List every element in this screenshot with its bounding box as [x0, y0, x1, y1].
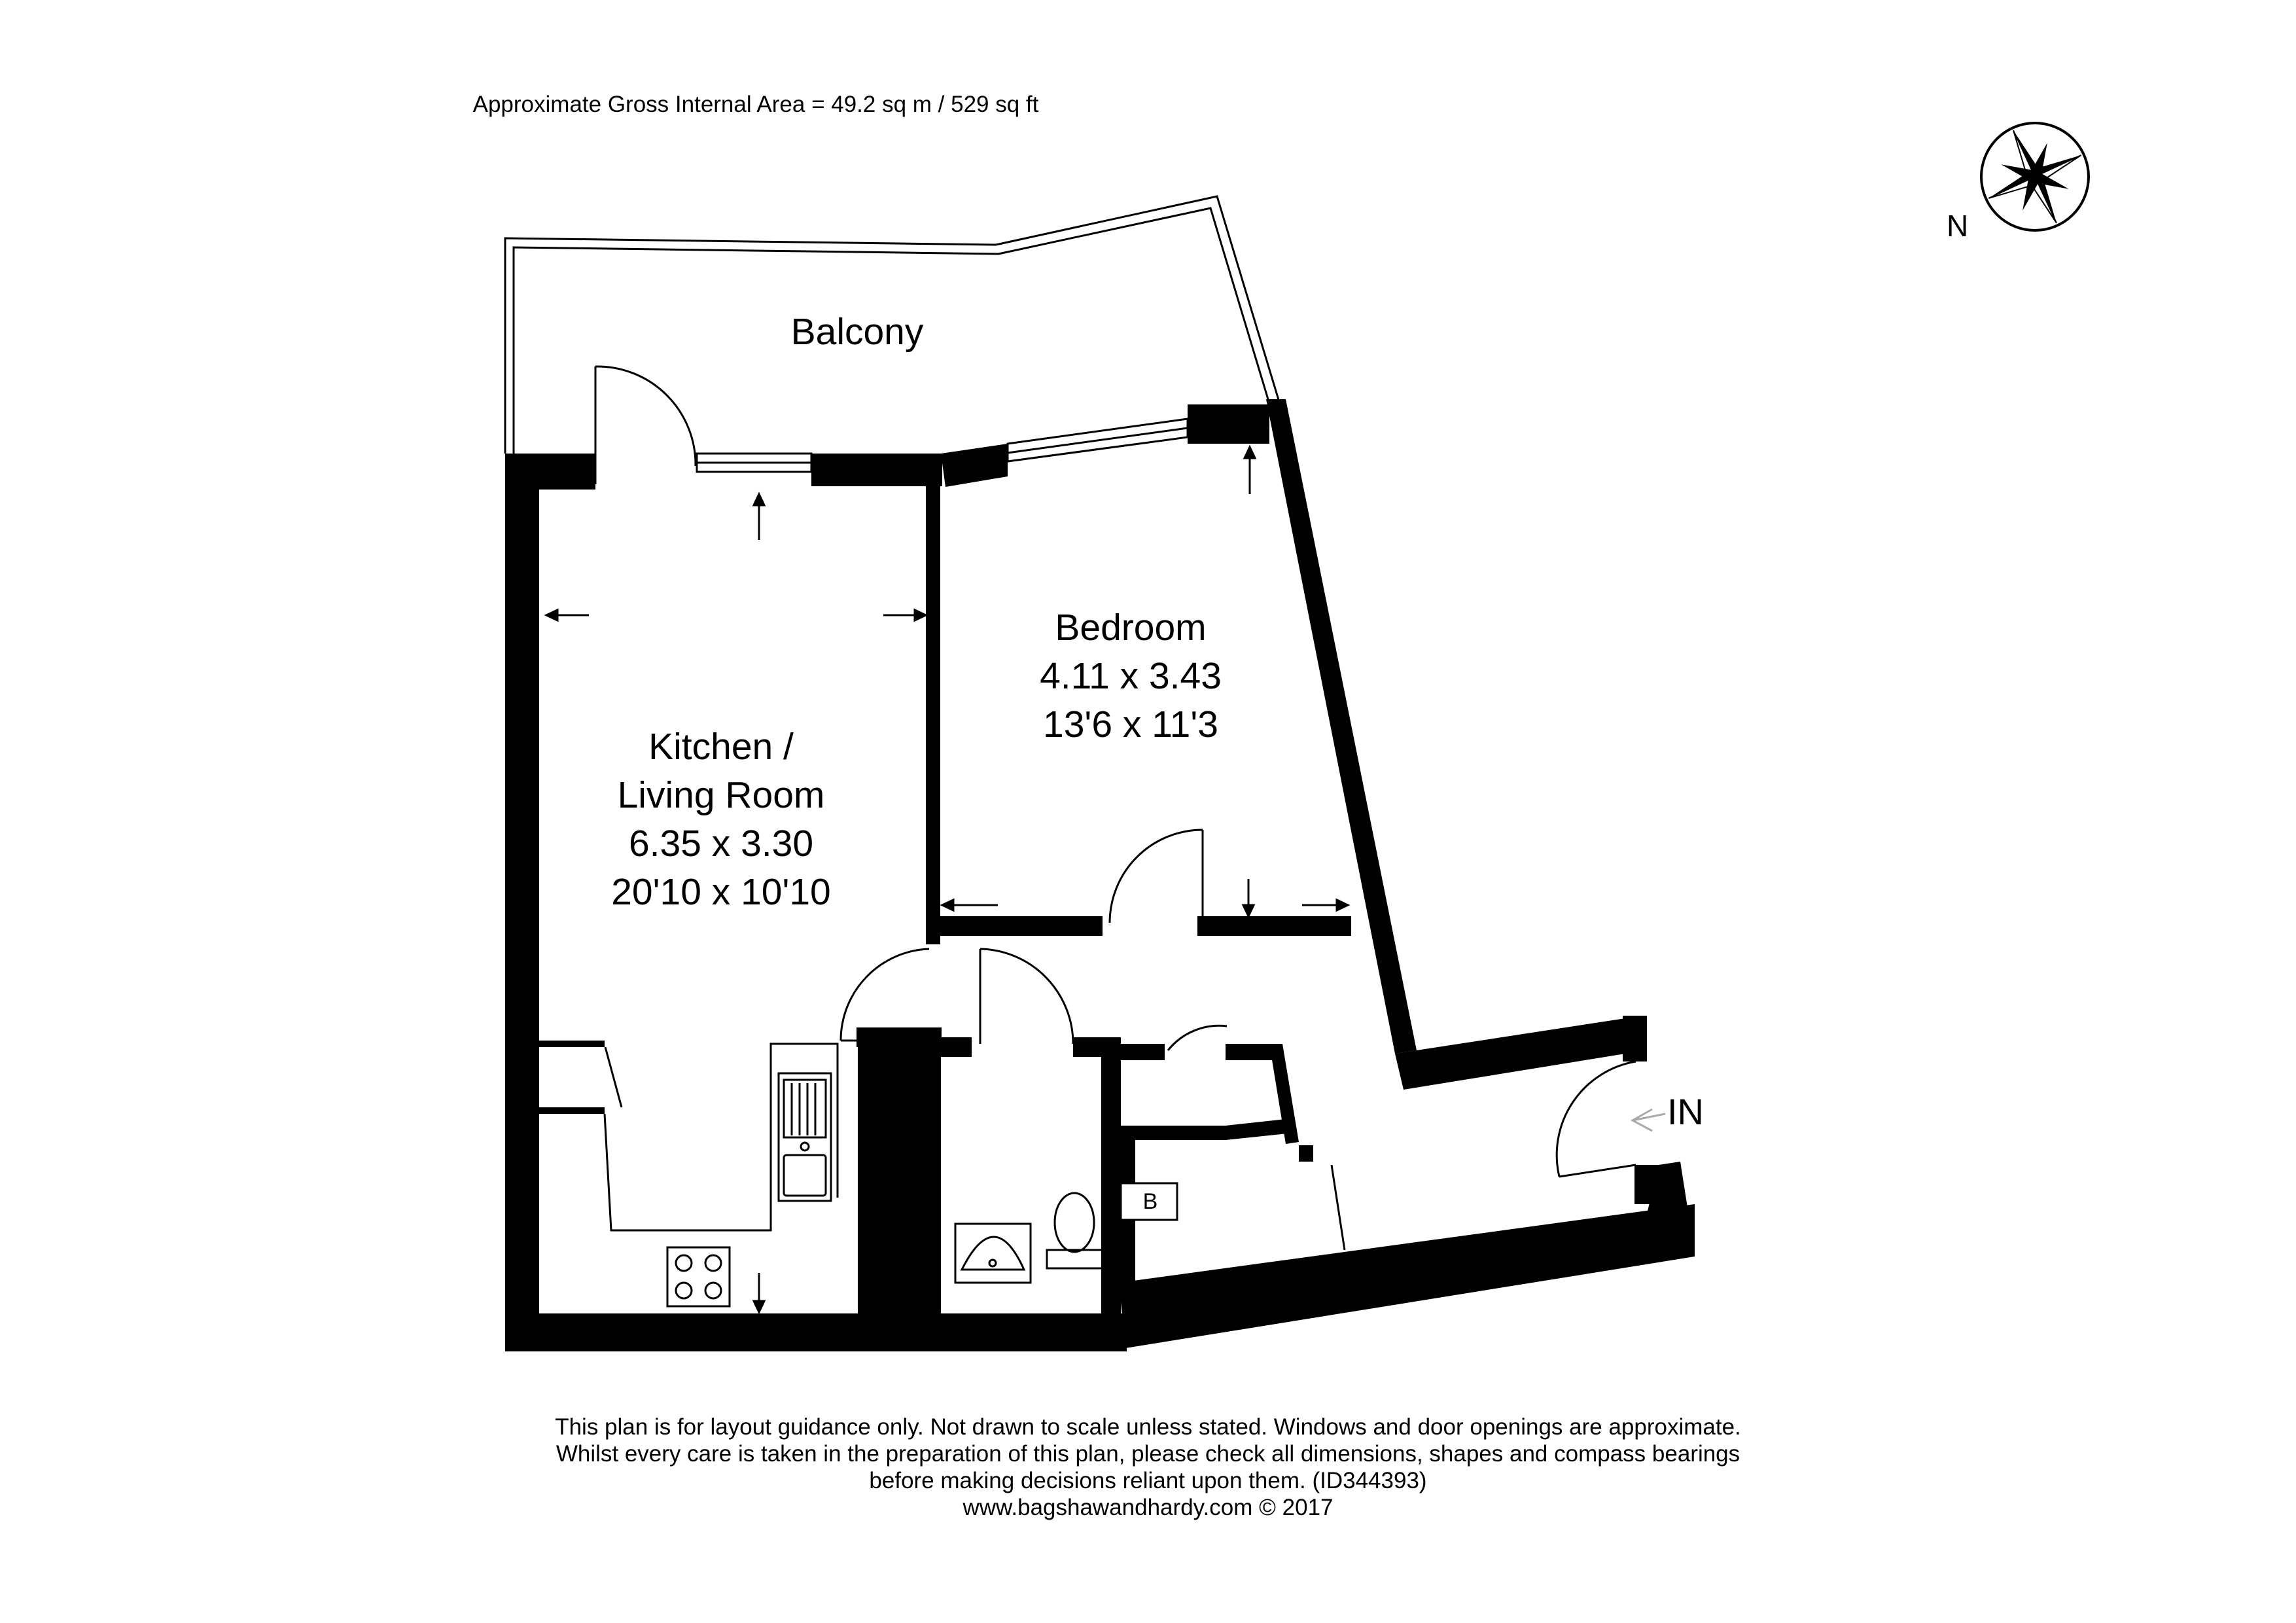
bedroom-label	[902, 603, 1360, 749]
disclaimer-line-2: Whilst every care is taken in the preparation of this plan, please check all dimensions, shapes and compass bearings	[556, 1441, 1740, 1467]
kitchen-counter	[605, 1044, 838, 1306]
kitchen-imperial-size: 20'10 x 10'10	[611, 871, 831, 913]
disclaimer-line-1: This plan is for layout guidance only. Not drawn to scale unless stated. Windows and door openings are approximate.	[555, 1414, 1741, 1440]
kitchen-living-label	[492, 722, 950, 916]
bedroom-metric-size: 4.11 x 3.43	[1040, 655, 1222, 697]
compass-north-label: N	[1947, 209, 1969, 243]
disclaimer	[0, 1414, 2296, 1521]
kitchen-name-line2: Living Room	[617, 774, 825, 816]
gross-internal-area: Approximate Gross Internal Area = 49.2 sq m / 529 sq ft	[472, 92, 1039, 117]
entrance-arrow-icon	[1633, 1109, 1665, 1131]
bedroom-name: Bedroom	[1055, 607, 1207, 649]
disclaimer-line-3: before making decisions reliant upon them. (ID344393)	[869, 1468, 1427, 1493]
kitchen-name-line1: Kitchen /	[648, 726, 794, 768]
balcony-label: Balcony	[790, 311, 924, 353]
bedroom-imperial-size: 13'6 x 11'3	[1043, 704, 1218, 745]
kitchen-metric-size: 6.35 x 3.30	[628, 823, 814, 865]
copyright-line: www.bagshawandhardy.com © 2017	[963, 1495, 1333, 1520]
entrance-label: IN	[1667, 1091, 1704, 1132]
boiler-label: B	[1142, 1189, 1158, 1214]
